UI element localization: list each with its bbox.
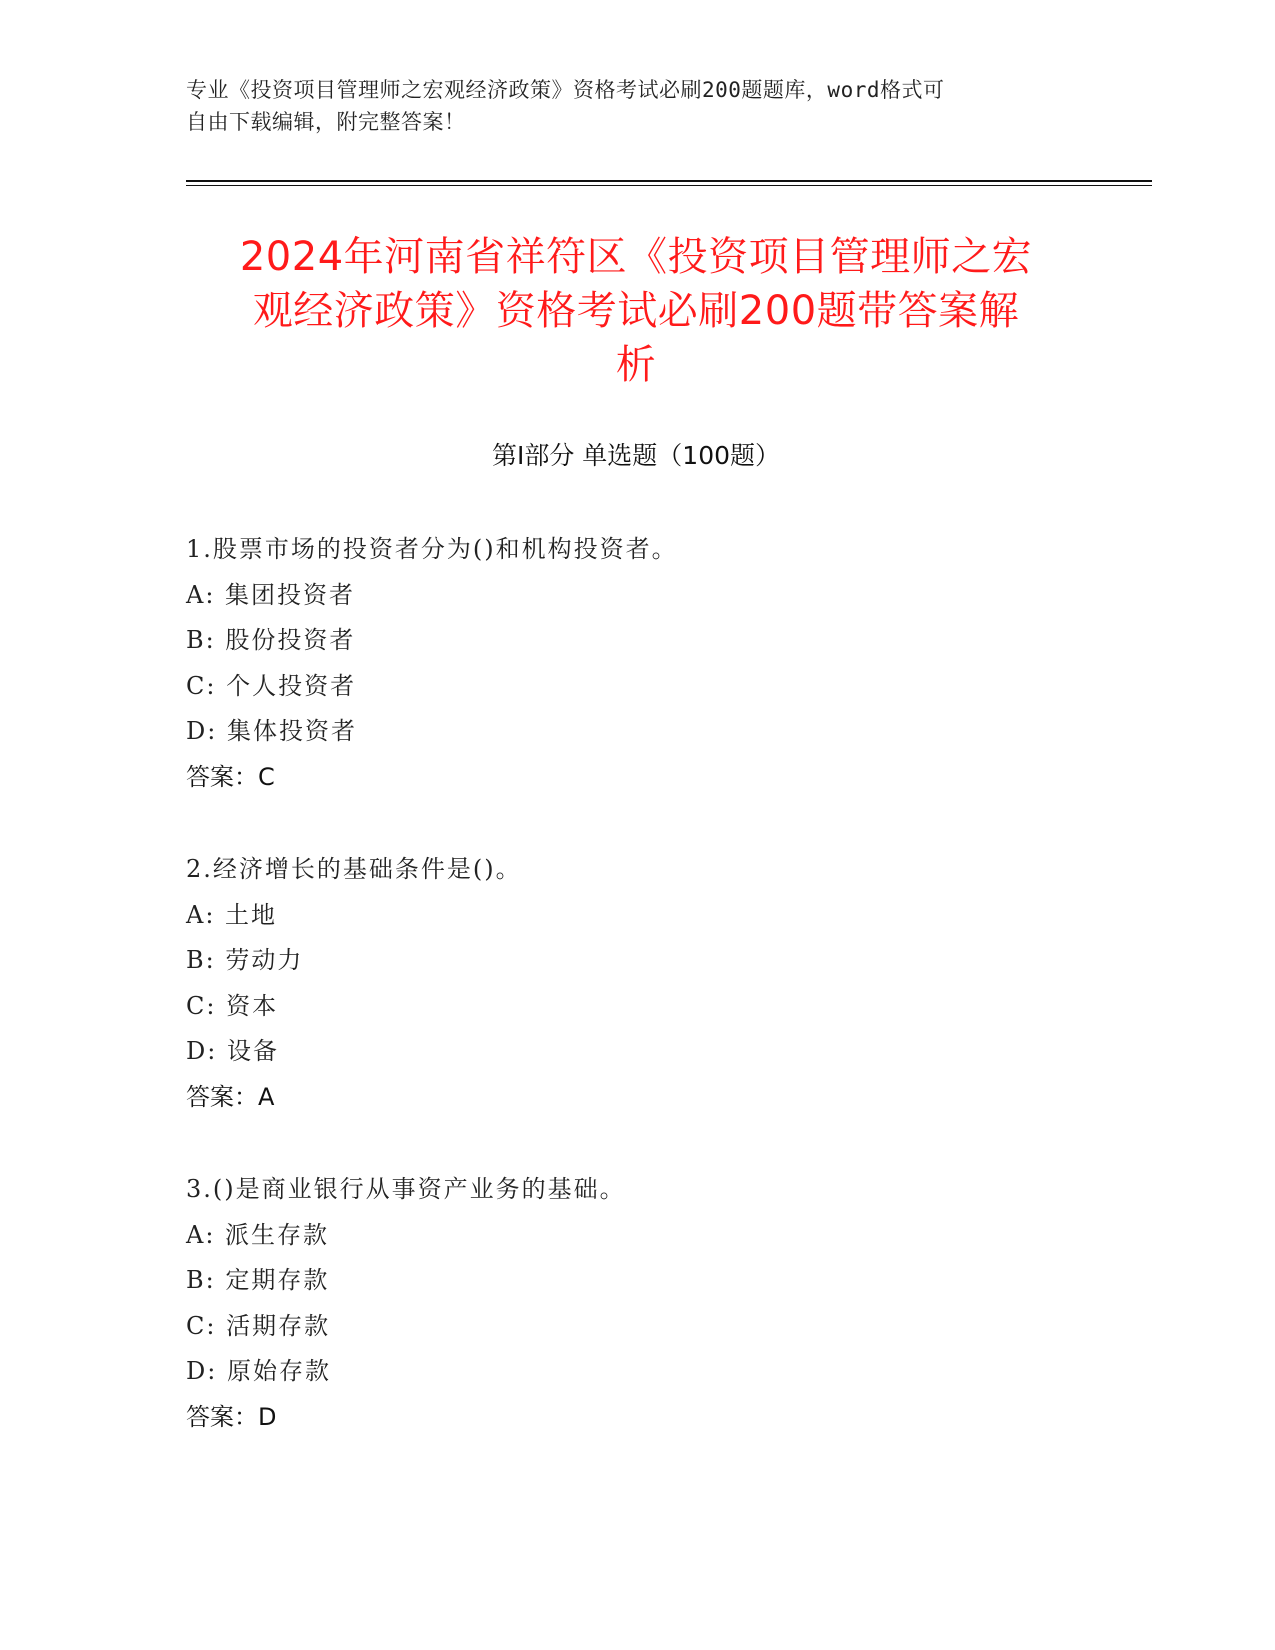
option-a: A: 土地 <box>186 900 278 929</box>
question-stem: 1.股票市场的投资者分为()和机构投资者。 <box>186 535 678 563</box>
document-title-line-2: 观经济政策》资格考试必刷200题带答案解 <box>252 288 1020 334</box>
document-title-line-1: 2024年河南省祥符区《投资项目管理师之宏 <box>239 234 1033 280</box>
option-c: C: 资本 <box>186 991 279 1020</box>
answer: 答案：C <box>186 762 275 791</box>
document-title <box>186 230 1086 392</box>
option-c: C: 个人投资者 <box>186 671 357 700</box>
option-b: B: 股份投资者 <box>186 626 356 654</box>
section-heading: 第Ⅰ部分 单选题（100题） <box>491 441 781 470</box>
question-1 <box>186 527 1086 800</box>
header-note <box>186 74 1086 138</box>
header-divider-thick <box>186 180 1152 182</box>
option-a: A: 派生存款 <box>186 1220 330 1249</box>
answer: 答案：D <box>186 1402 277 1431</box>
option-b: B: 劳动力 <box>186 946 304 974</box>
option-d: D: 设备 <box>186 1037 279 1065</box>
question-stem: 3.()是商业银行从事资产业务的基础。 <box>186 1175 626 1203</box>
header-note-line-1: 专业《投资项目管理师之宏观经济政策》资格考试必刷200题题库，word格式可 <box>186 78 945 102</box>
option-a: A: 集团投资者 <box>186 580 356 609</box>
option-c: C: 活期存款 <box>186 1311 331 1340</box>
question-stem: 2.经济增长的基础条件是()。 <box>186 855 522 883</box>
document-title-line-3: 析 <box>615 342 657 388</box>
question-3 <box>186 1167 1086 1440</box>
header-note-line-2: 自由下载编辑，附完整答案！ <box>186 110 466 134</box>
answer: 答案：A <box>186 1082 275 1111</box>
question-2 <box>186 847 1086 1120</box>
option-d: D: 集体投资者 <box>186 717 357 745</box>
option-d: D: 原始存款 <box>186 1357 331 1385</box>
option-b: B: 定期存款 <box>186 1266 330 1294</box>
header-divider-thin <box>186 185 1152 186</box>
